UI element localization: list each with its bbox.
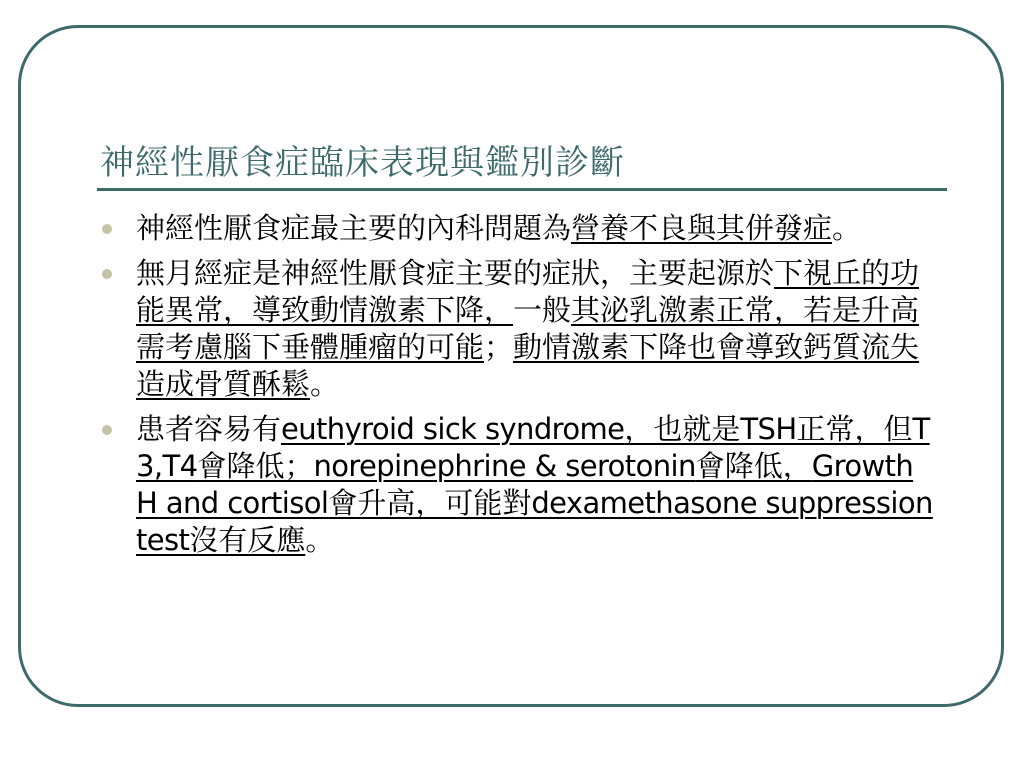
underlined-latin-segment: euthyroid sick syndrome xyxy=(281,412,625,446)
underlined-segment: 會降低； xyxy=(197,449,314,483)
text-segment: 。 xyxy=(832,211,862,245)
bullet-icon xyxy=(102,224,112,234)
underlined-segment: 正常，但 xyxy=(796,412,913,446)
underlined-segment: 動情激素下降也會導致鈣質流失造成骨質酥鬆 xyxy=(136,330,920,401)
underlined-segment: 其泌乳激素正常，若是升高需考慮腦下垂體腫瘤的可能 xyxy=(136,293,920,364)
bullet-text xyxy=(136,411,940,559)
bullet-icon xyxy=(102,269,112,279)
text-segment: 無月經症是神經性厭食症主要的症狀，主要起源於 xyxy=(136,256,775,290)
bullet-text xyxy=(136,255,940,403)
text-segment: ； xyxy=(484,330,514,364)
bullet-text xyxy=(136,210,940,247)
underlined-segment: 沒有反應 xyxy=(189,523,306,557)
text-segment: 神經性厭食症最主要的內科問題為 xyxy=(136,211,572,245)
slide-title: 神經性厭食症臨床表現與鑑別診斷 xyxy=(100,143,625,183)
underlined-segment: 下視丘的功能異常，導致動情激素下降， xyxy=(136,256,920,327)
underlined-latin-segment: TSH xyxy=(740,412,797,446)
bullet-list xyxy=(100,210,940,567)
underlined-latin-segment: Growth H and cortisol xyxy=(136,449,914,520)
text-segment: 。 xyxy=(305,523,335,557)
text-segment: 一般 xyxy=(513,293,572,327)
underlined-segment: 會降低， xyxy=(695,449,812,483)
underlined-segment: ，也就是 xyxy=(624,412,741,446)
underlined-latin-segment: dexamethasone suppression test xyxy=(136,486,933,557)
underlined-latin-segment: T3,T4 xyxy=(136,412,930,483)
underlined-segment: 會升高，可能對 xyxy=(328,486,532,520)
title-underline xyxy=(97,188,947,191)
bullet-item xyxy=(100,210,940,247)
underlined-segment: 營養不良與其併發症 xyxy=(571,211,833,245)
underlined-latin-segment: norepinephrine & serotonin xyxy=(313,449,696,483)
bullet-item xyxy=(100,411,940,559)
text-segment: 。 xyxy=(310,367,340,401)
bullet-item xyxy=(100,255,940,403)
text-segment: 患者容易有 xyxy=(136,412,282,446)
bullet-icon xyxy=(102,425,112,435)
